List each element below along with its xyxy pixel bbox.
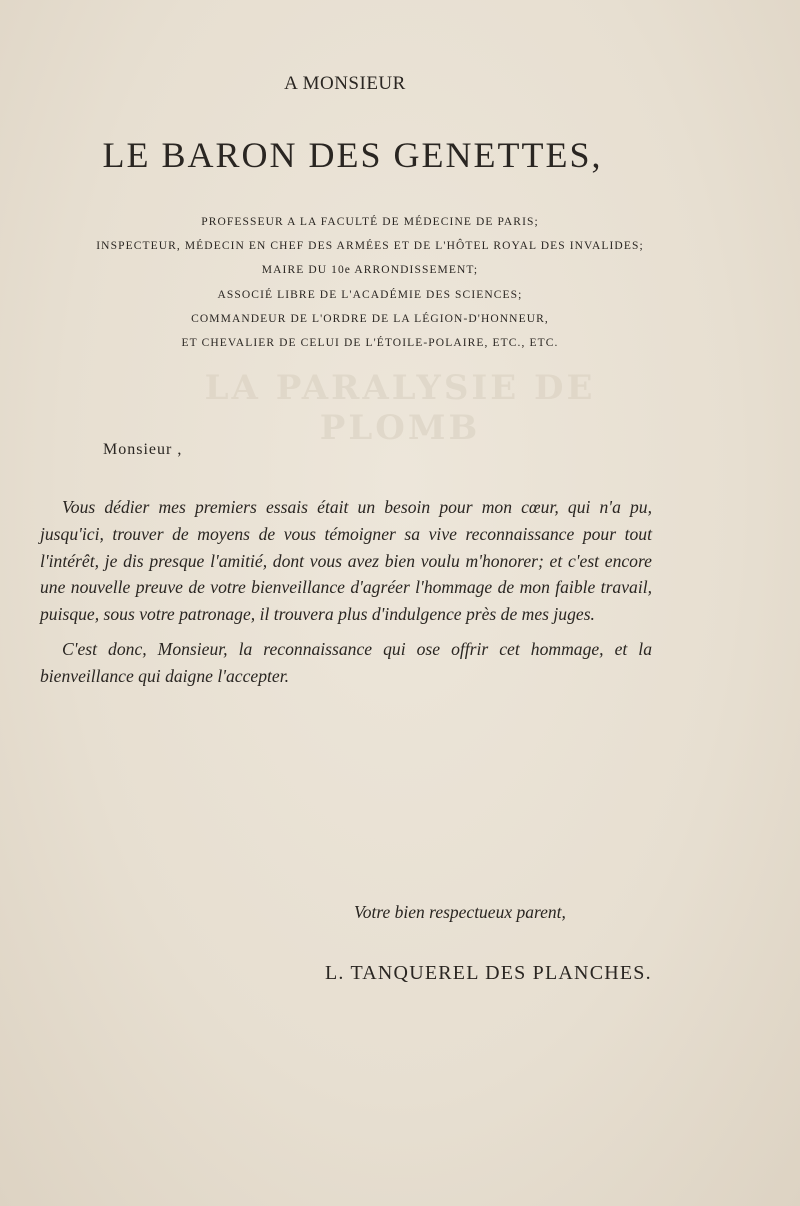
title-line: INSPECTEUR, MÉDECIN EN CHEF DES ARMÉES ET DE L'HÔTEL ROYAL DES INVALIDES; (96, 240, 644, 253)
show-through-text: LA PARALYSIE DE PLOMB (204, 368, 596, 448)
salutation: Monsieur , (103, 441, 183, 458)
title-line: ET CHEVALIER DE CELUI DE L'ÉTOILE-POLAIRE, ETC., ETC. (181, 337, 559, 350)
title-line: ASSOCIÉ LIBRE DE L'ACADÉMIE DES SCIENCES; (217, 288, 523, 301)
closing-line: Votre bien respectueux parent, (354, 902, 566, 922)
title-line: COMMANDEUR DE L'ORDRE DE LA LÉGION-D'HONNEUR, (191, 312, 549, 325)
signature: L. TANQUEREL DES PLANCHES. (325, 962, 652, 984)
dedicatee-titles (40, 210, 700, 355)
title-line: PROFESSEUR A LA FACULTÉ DE MÉDECINE DE PARIS; (201, 216, 539, 228)
letter-paragraph: C'est donc, Monsieur, la reconnaissance qui ose offrir cet hommage, et la bienveillance qui daigne l'accepter. (40, 638, 652, 686)
title-line: MAIRE DU 10e ARRONDISSEMENT; (261, 264, 479, 277)
dedicatee-name: LE BARON DES GENETTES, (102, 135, 603, 175)
dedication-to: A MONSIEUR (284, 73, 406, 94)
letter-paragraph: Vous dédier mes premiers essais était un besoin pour mon cœur, qui n'a pu, jusqu'ici, trouver de moyens de vous témoigner sa vive reconnaissance pour tout l'intérêt, je dis presque l'amitié, dont vous avez bien voulu m'honorer; et c'est encore une nouvelle preuve de votre bienveillance d'agréer l'hommage de mon faible travail, puisque, sous votre patronage, il trouvera plus d'indulgence près de mes juges. (40, 497, 652, 625)
letter-body (40, 494, 652, 690)
